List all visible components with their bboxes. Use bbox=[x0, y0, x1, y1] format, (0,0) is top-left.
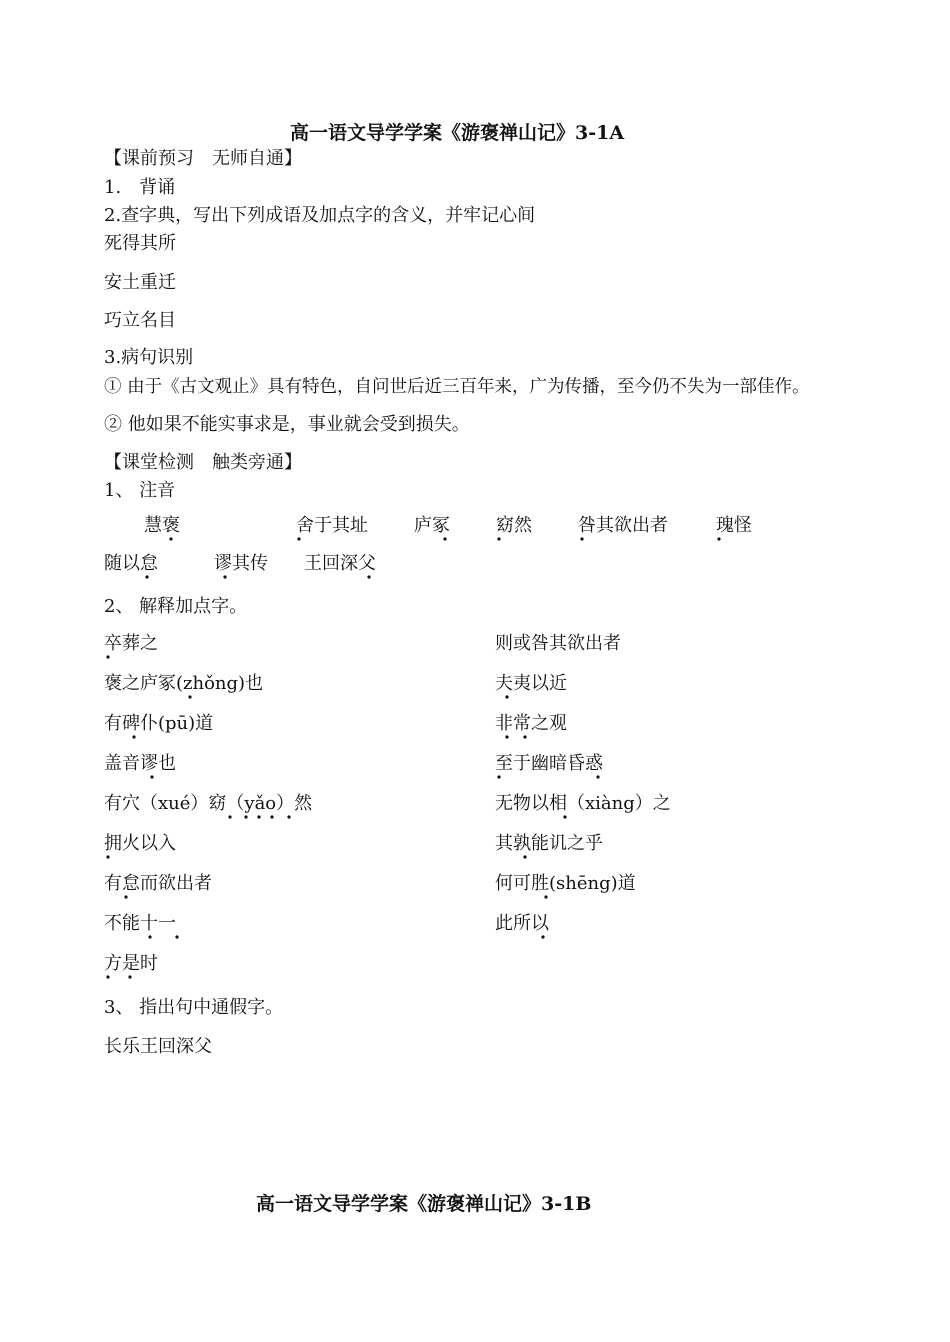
page-title-b: 高一语文导学学案《游褒禅山记》3-1B bbox=[256, 1193, 592, 1215]
right-item: 非常之观 bbox=[495, 713, 567, 734]
pinyin-word: 慧褒 bbox=[144, 515, 180, 536]
page-title-a: 高一语文导学学案《游褒禅山记》3-1A bbox=[290, 122, 625, 144]
left-item: 有怠而欲出者 bbox=[104, 873, 212, 894]
question-2: 2、 解释加点字。 bbox=[104, 596, 248, 617]
right-item: 夫夷以近 bbox=[495, 673, 567, 694]
question-1: 1、 注音 bbox=[104, 480, 176, 501]
left-item: 有穴（xué）窈（yǎo）然 bbox=[104, 793, 313, 814]
sentence-1: ① 由于《古文观止》具有特色，自问世后近三百年来，广为传播，至今仍不失为一部佳作。 bbox=[104, 377, 810, 397]
left-item: 卒葬之 bbox=[104, 633, 158, 654]
pinyin-word: 瑰怪 bbox=[716, 515, 752, 536]
question-3: 3、 指出句中通假字。 bbox=[104, 997, 284, 1018]
pinyin-word: 随以怠 bbox=[104, 553, 158, 574]
section-header-classroom: 【课堂检测 触类旁通】 bbox=[104, 452, 302, 473]
idiom-1: 死得其所 bbox=[104, 233, 176, 254]
right-item: 此所以 bbox=[495, 913, 549, 934]
section-header-preview: 【课前预习 无师自通】 bbox=[104, 148, 302, 169]
item-recite: 1. 背诵 bbox=[104, 177, 176, 198]
pinyin-word: 王回深父 bbox=[304, 553, 376, 574]
pinyin-item bbox=[104, 553, 158, 575]
left-item: 褒之庐冢(zhǒng)也 bbox=[104, 673, 264, 694]
left-item: 方是时 bbox=[104, 953, 158, 974]
right-item: 至于幽暗昏惑 bbox=[495, 753, 603, 774]
left-item: 有碑仆(pū)道 bbox=[104, 713, 214, 734]
right-item: 其孰能讥之乎 bbox=[495, 833, 603, 854]
idiom-2: 安土重迁 bbox=[104, 272, 176, 293]
pinyin-item bbox=[214, 553, 268, 575]
pinyin-item bbox=[716, 515, 752, 537]
pinyin-item bbox=[414, 515, 450, 537]
sentence-2: ② 他如果不能实事求是，事业就会受到损失。 bbox=[104, 414, 470, 435]
item-dictionary: 2.查字典，写出下列成语及加点字的含义，并牢记心间 bbox=[104, 205, 536, 226]
right-item: 则或咎其欲出者 bbox=[495, 633, 621, 654]
item-sentence-errors: 3.病句识别 bbox=[104, 347, 194, 368]
left-item: 盖音谬也 bbox=[104, 753, 176, 774]
right-item: 无物以相（xiàng）之 bbox=[495, 793, 671, 814]
pinyin-word: 咎其欲出者 bbox=[578, 515, 668, 536]
pinyin-item bbox=[578, 515, 668, 537]
pinyin-item bbox=[296, 515, 368, 537]
pinyin-item bbox=[304, 553, 376, 575]
left-item: 不能十一 bbox=[104, 913, 176, 934]
pinyin-word: 谬其传 bbox=[214, 553, 268, 574]
right-item: 何可胜(shēng)道 bbox=[495, 873, 636, 894]
pinyin-word: 庐冢 bbox=[414, 515, 450, 536]
pinyin-item bbox=[144, 515, 180, 537]
idiom-3: 巧立名目 bbox=[104, 310, 176, 331]
question-3-item: 长乐王回深父 bbox=[104, 1036, 212, 1057]
pinyin-word: 舍于其址 bbox=[296, 515, 368, 536]
pinyin-item bbox=[496, 515, 532, 537]
pinyin-word: 窈然 bbox=[496, 515, 532, 536]
left-item: 拥火以入 bbox=[104, 833, 176, 854]
